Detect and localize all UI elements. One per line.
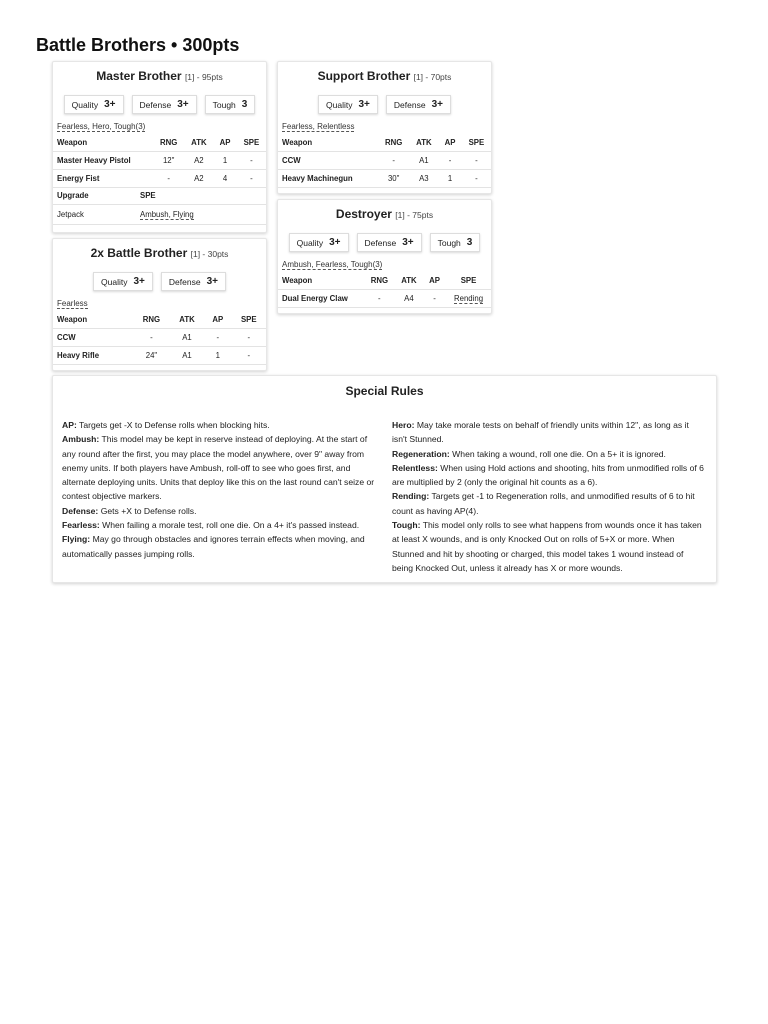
stat-defense: Defense 3+ [386, 95, 451, 114]
weapons-table [278, 272, 491, 308]
upgrades-table [53, 188, 266, 226]
special-rules-left [62, 418, 376, 575]
unit-title [278, 207, 491, 221]
weapons-header: Weapon RNG ATK AP SPE [53, 311, 266, 328]
upgrades-header: Upgrade SPE [53, 188, 266, 205]
rule-hero: Hero: May take morale tests on behalf of friendly units within 12", as long as it isn't Stunned. [392, 420, 689, 445]
unit-title [278, 69, 491, 83]
table-row: Heavy Rifle 24" A1 1 - [53, 346, 266, 364]
stat-row [53, 272, 266, 291]
stat-quality: Quality 3+ [64, 95, 124, 114]
rule-ambush: Ambush: This model may be kept in reserve instead of deploying. At the start of any round after the first, you may place the model anywhere, over 9" away from enemy units. If both players have Ambush, roll-off to see who goes first, and alternate deploying units. Units that deploy like this on the last round can't seize or contest objective markers. [62, 434, 375, 502]
stat-defense: Defense 3+ [357, 233, 422, 252]
rule-flying: Flying: May go through obstacles and ignores terrain effects when moving, and automatically passes jumping rolls. [62, 534, 365, 559]
page-title: Battle Brothers • 300pts [36, 35, 240, 55]
rule-ap: AP: Targets get -X to Defense rolls when blocking hits. [62, 420, 270, 430]
weapons-table [53, 311, 266, 365]
unit-rules: Ambush, Fearless, Tough(3) [282, 260, 383, 269]
stat-row [278, 95, 491, 114]
special-rules-right [392, 418, 706, 575]
stat-row [278, 233, 491, 252]
unit-card-destroyer [277, 199, 492, 314]
table-row: Jetpack Ambush, Flying [53, 205, 266, 225]
special-rules-card [52, 375, 717, 583]
stat-row [53, 95, 266, 114]
table-row: CCW - A1 - - [53, 328, 266, 346]
unit-card-battle-brother [52, 238, 267, 371]
stat-quality: Quality 3+ [93, 272, 153, 291]
rule-regeneration: Regeneration: When taking a wound, roll one die. On a 5+ it is ignored. [392, 448, 666, 459]
unit-name: Support Brother [317, 69, 411, 83]
rule-defense: Defense: Gets +X to Defense rolls. [62, 505, 197, 516]
weapons-table [53, 134, 266, 188]
unit-meta: [1] - 30pts [190, 249, 229, 259]
weapons-header: Weapon RNG ATK AP SPE [278, 134, 491, 151]
special-rules-title: Special Rules [345, 384, 424, 398]
unit-meta: [1] - 95pts [184, 72, 223, 82]
unit-title [53, 246, 266, 260]
unit-meta: [1] - 75pts [395, 210, 434, 220]
table-row: Heavy Machinegun 30" A3 1 - [278, 169, 491, 187]
table-row: Dual Energy Claw - A4 - Rending [278, 289, 491, 307]
weapons-header: Weapon RNG ATK AP SPE [278, 272, 491, 289]
weapons-table [278, 134, 491, 188]
table-row: Master Heavy Pistol 12" A2 1 - [53, 151, 266, 169]
stat-defense: Defense 3+ [132, 95, 197, 114]
rule-fearless: Fearless: When failing a morale test, roll one die. On a 4+ it's passed instead. [62, 520, 360, 531]
unit-card-support-brother [277, 61, 492, 194]
unit-title [53, 69, 266, 83]
unit-name: Destroyer [335, 207, 392, 221]
special-rules-columns [62, 418, 706, 575]
table-row: Energy Fist - A2 4 - [53, 169, 266, 187]
unit-name: 2x Battle Brother [90, 246, 188, 260]
stat-tough: Tough 3 [205, 95, 256, 114]
unit-rules: Fearless, Hero, Tough(3) [57, 122, 146, 131]
unit-meta: [1] - 70pts [413, 72, 452, 82]
unit-name: Master Brother [96, 69, 182, 83]
table-row: CCW - A1 - - [278, 151, 491, 169]
rule-relentless: Relentless: When using Hold actions and shooting, hits from unmodified rolls of 6 are multiplied by 2 (only the original hit counts as a 6). [392, 462, 704, 488]
rule-rending: Rending: Targets get -1 to Regeneration rolls, and unmodified results of 6 to hit count as having AP(4). [392, 491, 695, 516]
stat-defense: Defense 3+ [161, 272, 226, 291]
unit-rules: Fearless, Relentless [282, 122, 355, 131]
stat-tough: Tough 3 [430, 233, 481, 252]
unit-card-master-brother [52, 61, 267, 233]
weapons-header: Weapon RNG ATK AP SPE [53, 134, 266, 151]
stat-quality: Quality 3+ [289, 233, 349, 252]
unit-rules: Fearless [57, 299, 88, 308]
rule-tough: Tough: This model only rolls to see what happens from wounds once it has taken at least X wounds, and is only Knocked Out on rolls of 5+X or more. When Stunned and hit by shooting or charged, this model takes 1 wound instead of being Knocked Out, unless it already has X or more wounds. [392, 520, 702, 573]
stat-quality: Quality 3+ [318, 95, 378, 114]
